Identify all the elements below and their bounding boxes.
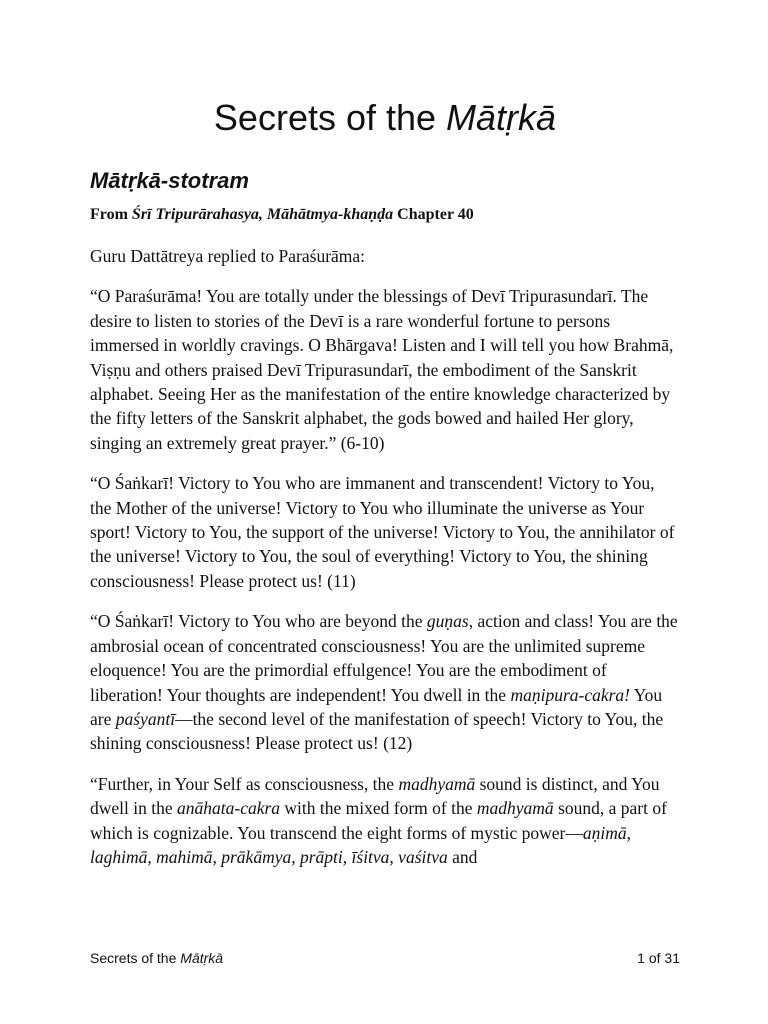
text-run: , action and class! You are the ambrosial ocean of concentrated consciousness! You are the unlimited supreme eloquence! You are the primordial effulgence! You are the embodiment of liberation! Your thoughts are independent! You dwell in the xyxy=(90,611,678,705)
italic-term: madhyamā xyxy=(476,798,554,819)
italic-term: guṇas xyxy=(426,611,469,632)
paragraph-1: Guru Dattātreya replied to Paraśurāma: xyxy=(90,246,366,266)
text-run: sound is distinct, and You dwell in the xyxy=(90,773,660,819)
paragraph-2: “O Paraśurāma! You are totally under the blessings of Devī Tripurasundarī. The desire to listen to stories of the Devī is a rare wonderful fortune to persons immersed in worldly cravings. O Bhārgava! Listen and I will tell you how Brahmā, Viṣṇu and others praised Devī Tripurasundarī, the embodiment of the Sanskrit alphabet. Seeing Her as the manifestation of the entire knowledge characterized by the fifty letters of the Sanskrit alphabet, the gods bowed and hailed Her glory, singing an extremely great prayer.” (6-10) xyxy=(90,286,674,453)
document-page xyxy=(90,0,680,1024)
source-citation xyxy=(90,203,474,227)
page-number: 1 of 31 xyxy=(637,950,680,966)
italic-term: maṇipura-cakra! xyxy=(510,684,630,705)
text-run: “Further, in Your Self as consciousness, the xyxy=(90,773,399,794)
paragraph-3: “O Śaṅkarī! Victory to You who are immanent and transcendent! Victory to You, the Mother of the universe! Victory to You who illuminate the universe as Your sport! Victory to You, the support of the universe! Victory to You, the annihilator of the universe! Victory to You, the soul of everything! Victory to You, the shining consciousness! Please protect us! (11) xyxy=(90,473,675,591)
footer-title-italic: Mātṛkā xyxy=(180,950,224,966)
page-title xyxy=(90,96,680,140)
title-italic: Mātṛkā xyxy=(446,97,557,138)
italic-term: madhyamā xyxy=(398,773,476,794)
italic-term: paśyantī xyxy=(115,708,176,729)
text-run: sound, a part of which is cognizable. You transcend the eight forms of mystic power— xyxy=(90,798,667,843)
source-title: Śrī Tripurārahasya, Māhātmya-khaṇḍa xyxy=(131,206,394,223)
source-prefix: From xyxy=(90,206,132,223)
body-text xyxy=(90,244,680,885)
paragraph-4 xyxy=(90,609,680,755)
section-heading: Mātṛkā-stotram xyxy=(90,168,249,193)
footer-title-plain: Secrets of the xyxy=(90,950,181,966)
text-run: with the mixed form of the xyxy=(280,798,477,819)
italic-term: anāhata-cakra xyxy=(177,798,281,819)
text-run: You are xyxy=(90,684,663,729)
source-chapter: Chapter 40 xyxy=(393,206,474,223)
text-run: —the second level of the manifestation of speech! Victory to You, the shining consciousness! Please protect us! (12) xyxy=(90,708,664,754)
footer-title xyxy=(90,948,223,968)
text-run: “O Śaṅkarī! Victory to You who are beyond the xyxy=(90,611,427,632)
paragraph-5 xyxy=(90,772,680,870)
title-plain: Secrets of the xyxy=(213,97,447,138)
italic-term: aṇimā, laghimā, mahimā, prākāmya, prāpti, īśitva, vaśitva xyxy=(90,822,631,867)
text-run: and xyxy=(447,846,478,867)
